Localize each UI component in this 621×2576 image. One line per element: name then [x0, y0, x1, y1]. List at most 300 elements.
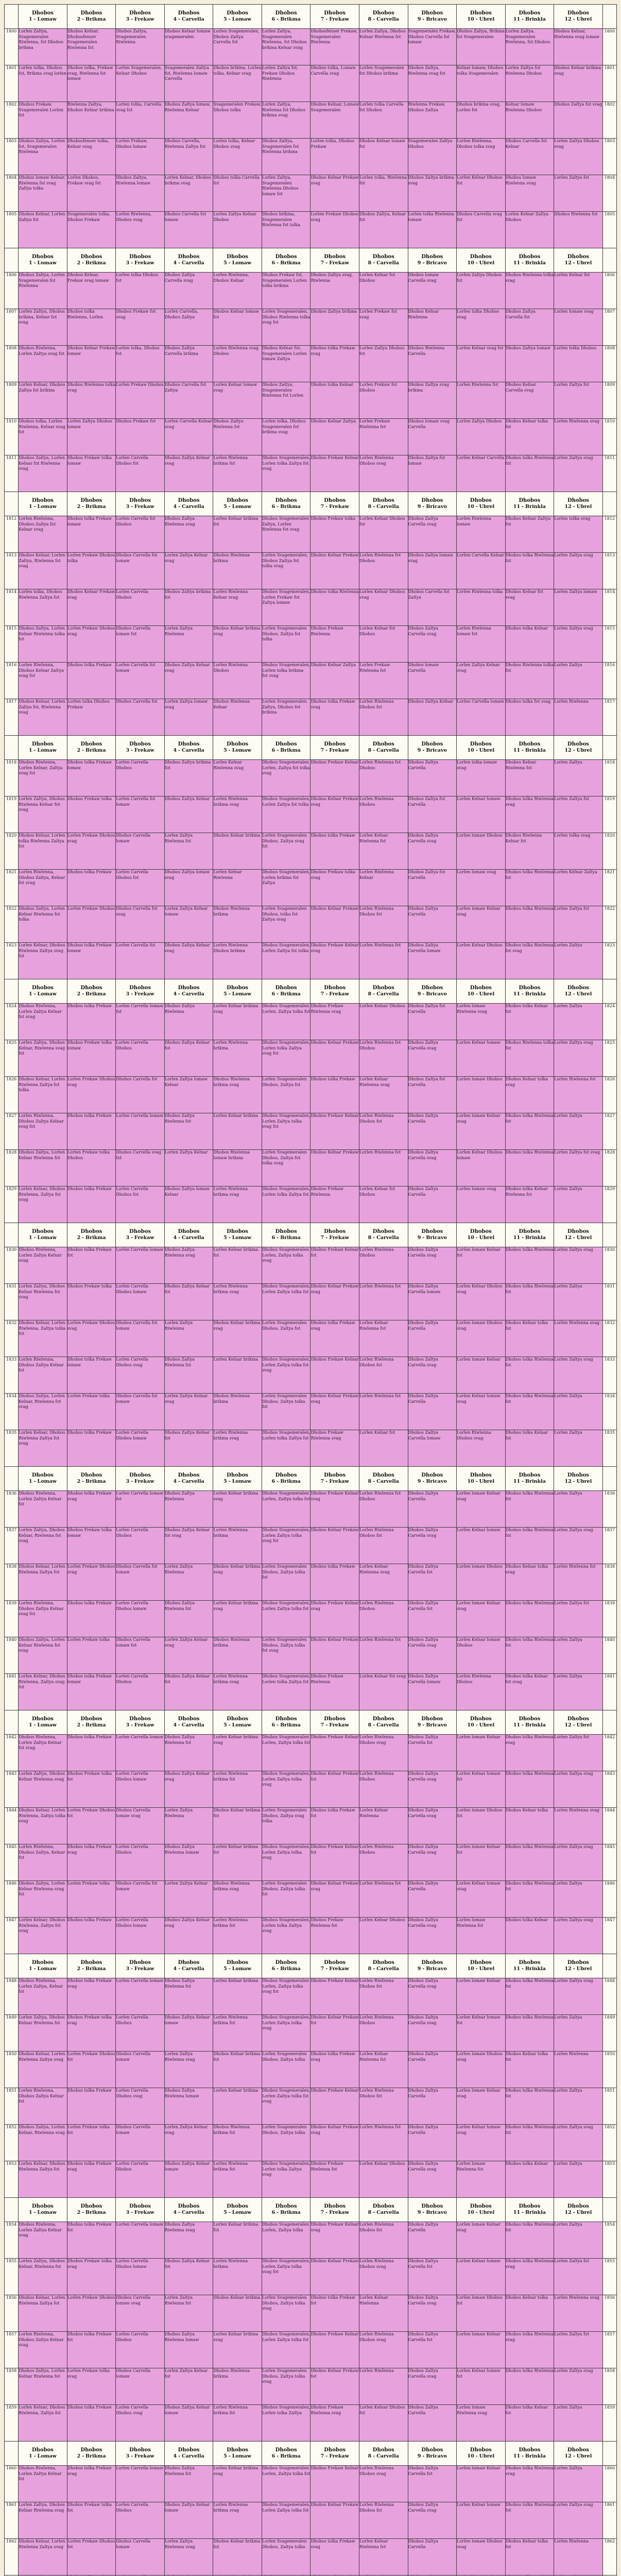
entry-cell: Dhobos tolka Frekaw lomaw	[67, 760, 116, 796]
entry-cell: Lorlen Zaltya svag	[554, 2125, 603, 2161]
column-header-month: Brikma	[85, 1235, 106, 1241]
column-header-subtitle	[310, 2453, 359, 2460]
column-header-month: Carvella	[376, 504, 399, 510]
column-header-month: Brinkla	[525, 1235, 546, 1241]
column-header-number: 11	[513, 1479, 521, 1484]
year-label-left: 1842	[5, 1735, 19, 1771]
column-header-separator: -	[33, 1966, 36, 1972]
column-header	[310, 1954, 359, 1978]
column-header-separator: -	[475, 991, 478, 997]
entry-cell: Lorlen lomaw Kelnar	[457, 2332, 506, 2368]
column-header-month: Brikma	[280, 2210, 301, 2215]
entry-cell: Lorlen Zaltya	[554, 2161, 603, 2198]
column-header-month: Brikma	[280, 504, 301, 510]
entry-cell: Dhobos Frekaw Riwlenna	[310, 626, 359, 663]
entry-cell: Dhobos Kelnar, Lorlen Zaltya fot, Riwlenna svag	[19, 699, 67, 736]
column-header-month: Carvella	[182, 748, 204, 753]
entry-cell: Lorlen Svagemeralen Dhobos, Zaltya fot	[262, 1320, 310, 1357]
column-header-title: Dhobos	[421, 2447, 443, 2453]
column-header-subtitle	[359, 1966, 408, 1972]
year-label-right: 1835	[602, 1430, 616, 1467]
entry-cell: Lorlen Riwlenna, Dhobos Zaltya fot Kelnar svag	[19, 516, 67, 553]
column-header-month: Brikma	[280, 748, 301, 753]
entry-cell: Lorlen Riwlenna Dhobos fot	[359, 1113, 408, 1150]
entry-cell: Lorlen Zaltya, Dhobos Kelnar, Riwlenna fot svag	[19, 1528, 67, 1564]
entry-cell: Svagemeralen Zaltya Dhobos	[408, 139, 457, 175]
entry-cell: Lorlen Svagemeralen, Kelnar Dhobos	[116, 65, 165, 102]
year-label-right: 1857	[602, 2332, 616, 2368]
year-label-left: 1803	[5, 139, 19, 175]
entry-cell: Dhobos Zaltya Riwlenna	[164, 1491, 213, 1528]
entry-cell: Dhobos Frekaw fot, Svagemeralen Lorlen tolka brikma	[262, 273, 310, 309]
entry-cell: Dhobos brikma svag, Lorlen fot	[457, 102, 506, 139]
entry-cell: Dhobos tolka Riwlenna fot	[505, 2222, 554, 2259]
year-label-right: 1833	[602, 1357, 616, 1394]
year-label-right: 1824	[602, 1004, 616, 1040]
entry-cell: Lorlen Riwlenna brikma fot	[213, 455, 262, 492]
year-label-left: 1821	[5, 870, 19, 906]
entry-cell: Dhobos Kelnar, Lorlen tolka Riwlenna Zaltya fot	[19, 833, 67, 870]
column-header-month: Brikma	[280, 16, 301, 22]
entry-cell: Lorlen Zaltya Riwlenna svag	[164, 2052, 213, 2088]
column-header-subtitle	[213, 16, 262, 23]
column-header-number: 10	[467, 991, 474, 997]
entry-cell: Lorlen Riwlenna brikma fot	[213, 1771, 262, 1808]
column-header	[19, 1954, 67, 1978]
column-header	[554, 492, 603, 516]
column-header	[164, 2442, 213, 2466]
entry-cell: Lorlen Zaltya Dhobos fot	[359, 346, 408, 382]
column-header-title: Dhobos	[519, 1472, 541, 1478]
column-header-month: Frekaw	[329, 260, 349, 266]
column-header-separator: -	[422, 748, 425, 753]
column-header-separator: -	[373, 2453, 375, 2459]
column-header-month: Brikma	[85, 16, 106, 22]
column-header-separator: -	[228, 2210, 231, 2215]
column-header	[310, 1467, 359, 1491]
column-header-title: Dhobos	[275, 2204, 297, 2209]
entry-cell: Dhobos Svagemeralen, Lorlen Zaltya tolka fot svag	[262, 1357, 310, 1394]
entry-cell: Lorlen Carvella fot Dhobos	[116, 516, 165, 553]
entry-cell: Lorlen Riwlenna, Dhobos Zaltya, Kelnar fot svag	[19, 870, 67, 906]
entry-cell: Lorlen Riwlenna fot	[359, 2125, 408, 2161]
year-label-left: 1812	[5, 516, 19, 553]
column-header-title: Dhobos	[275, 741, 297, 747]
column-header-separator: -	[373, 2210, 375, 2215]
column-header-month: Ubrel	[576, 748, 592, 753]
entry-cell: Lorlen Riwlenna lomaw fot	[457, 626, 506, 663]
entry-cell: Dhobos tolka Riwlenna, Lorlen	[67, 309, 116, 346]
entry-cell: Lorlen Svagemeralen Dhobos, Zaltya tolka fot	[262, 1394, 310, 1430]
entry-cell: Lorlen Zaltya fot	[554, 175, 603, 212]
year-row	[5, 870, 617, 906]
entry-cell: Lorlen lomaw Kelnar svag	[457, 2222, 506, 2259]
year-row	[5, 589, 617, 626]
column-header-number: 3	[126, 991, 130, 997]
year-row	[5, 2015, 617, 2052]
entry-cell: Dhobos tolka Riwlenna	[505, 906, 554, 943]
column-header-number: 1	[28, 504, 32, 510]
entry-cell: Dhobos Riwlenna brikma	[213, 1394, 262, 1430]
column-header-month: Carvella	[376, 1479, 399, 1484]
year-row	[5, 1077, 617, 1113]
year-row	[5, 1637, 617, 1674]
column-header-title: Dhobos	[567, 10, 589, 16]
column-header-number: 8	[368, 16, 372, 22]
entry-cell: Dhobos Zaltya Carvella lomaw	[408, 943, 457, 979]
column-header-title: Dhobos	[421, 498, 443, 503]
year-label-left: 1850	[5, 2052, 19, 2088]
entry-cell: Dhobos Kelnar Zaltya	[310, 663, 359, 699]
entry-cell: Dhobos Frekaw tolka svag	[310, 870, 359, 906]
column-header-title: Dhobos	[372, 2204, 394, 2209]
column-header	[310, 492, 359, 516]
entry-cell: Lorlen Kelnar fot svag	[359, 1674, 408, 1710]
column-header-subtitle	[359, 2453, 408, 2460]
entry-cell: Dhobos tolka Frekaw lomaw	[67, 1357, 116, 1394]
column-header-month: Lomaw	[232, 1235, 252, 1241]
entry-cell: Dhobos Kelnar Frekaw	[310, 1637, 359, 1674]
entry-cell: Lorlen Zaltya	[554, 1430, 603, 1467]
column-header-subtitle	[19, 16, 67, 23]
column-header-subtitle	[165, 504, 213, 510]
entry-cell: Lorlen Riwlenna Dhobos svag	[359, 2259, 408, 2295]
column-header-number: 3	[126, 1966, 130, 1972]
entry-cell: Lorlen Riwlenna Dhobos svag	[359, 2332, 408, 2368]
entry-cell: Dhobos Svagemeralen, Lorlen Zaltya tolka fot	[262, 1284, 310, 1320]
column-header-number: 10	[467, 1722, 474, 1728]
entry-cell: Dhobos tolka Frekaw	[67, 2405, 116, 2442]
entry-cell: Lorlen Kelnar Zaltya	[554, 870, 603, 906]
year-label-right: 1841	[602, 1674, 616, 1710]
entry-cell: Lorlen Zaltya fot	[554, 2332, 603, 2368]
entry-cell: Dhobos Frekaw Riwlenna svag	[310, 1430, 359, 1467]
column-header-month: Ubrel	[576, 260, 592, 266]
column-header	[19, 1710, 67, 1735]
entry-cell: Dhobos Zaltya Kelnar lomaw	[164, 2405, 213, 2442]
column-header-subtitle	[408, 1722, 457, 1728]
entry-cell: Lorlen Svagemeralen Zaltya, Dhobos fot brikma	[262, 699, 310, 736]
column-header-month: Ubrel	[576, 1479, 592, 1484]
column-header-title: Dhobos	[372, 741, 394, 747]
entry-cell: Dhobos Zaltya fot Carvella	[408, 1077, 457, 1113]
entry-cell: Dhobos Zaltya Carvella fot	[408, 2332, 457, 2368]
header-row	[5, 2198, 617, 2222]
entry-cell: Dhobos Zaltya Carvella fot	[408, 1735, 457, 1771]
entry-cell: Lorlen Riwlenna fot	[554, 1564, 603, 1601]
entry-cell: Lorlen Zaltya	[554, 2222, 603, 2259]
entry-cell: Lorlen Zaltya fot	[554, 2259, 603, 2295]
column-header-separator: -	[475, 1479, 478, 1484]
entry-cell: Dhobos Zaltya Kelnar svag	[164, 943, 213, 979]
entry-cell: Dhobos tolka Riwlenna fot	[505, 1491, 554, 1528]
column-header-month: Lomaw	[37, 2453, 57, 2459]
column-header-number: 4	[173, 260, 177, 266]
year-label-left: 1802	[5, 102, 19, 139]
column-header-month: Lomaw	[232, 1966, 252, 1972]
column-header-separator: -	[475, 2210, 478, 2215]
entry-cell: Dhobos tolka Riwlenna fot	[505, 2502, 554, 2539]
column-header	[262, 5, 310, 29]
year-label-left: 1836	[5, 1491, 19, 1528]
entry-cell: Dhobos Zaltya Kelnar fot	[164, 1040, 213, 1077]
entry-cell: Lorlen Svagemeralen Dhobos, Zaltya tolka svag	[262, 2295, 310, 2332]
entry-cell: Dhobos tolka, Frekaw svag, Riwlenna fot lomaw	[67, 65, 116, 102]
entry-cell: Lorlen Kelnar lomaw	[457, 2259, 506, 2295]
column-header-subtitle	[457, 1479, 505, 1485]
column-header-number: 11	[513, 2453, 521, 2459]
year-row	[5, 2405, 617, 2442]
column-header	[262, 979, 310, 1004]
entry-cell: Lorlen Carvella Dhobos svag	[116, 1357, 165, 1394]
entry-cell: Lorlen Kelnar, Dhobos brikma svag	[164, 175, 213, 212]
entry-cell: Lorlen Zaltya fot, Frekaw Dhobos Riwlenna	[262, 65, 310, 102]
column-header	[554, 1467, 603, 1491]
entry-cell: Dhobos Riwlenna, Lorlen Zaltya Kelnar svag	[19, 1247, 67, 1284]
year-label-left: 1801	[5, 65, 19, 102]
entry-cell: Dhobos Svagemeralen, Lorlen tolka Zaltya svag	[262, 1918, 310, 1954]
year-label-left: 1818	[5, 760, 19, 796]
column-header-number: 5	[223, 748, 227, 753]
column-header-number: 9	[417, 1479, 421, 1484]
entry-cell: Lorlen Riwlenna brikma	[213, 1040, 262, 1077]
column-header-number: 6	[271, 991, 275, 997]
column-header-subtitle	[457, 1235, 505, 1241]
entry-cell: Dhobos Riwlenna, Lorlen Kelnar, Zaltya svag fot	[19, 760, 67, 796]
header-row	[5, 736, 617, 760]
entry-cell: Lorlen Zaltya fot	[554, 906, 603, 943]
entry-cell: Lorlen Riwlenna brikma svag	[213, 1284, 262, 1320]
column-header	[359, 492, 408, 516]
column-header-month: Ubrel	[479, 1479, 495, 1484]
entry-cell: Lorlen Frekaw Riwlenna fot	[359, 419, 408, 455]
column-header-title: Dhobos	[567, 254, 589, 260]
column-header-separator: -	[228, 1235, 231, 1241]
entry-cell: Lorlen Kelnar brikma svag	[213, 2466, 262, 2502]
year-label-left: 1823	[5, 943, 19, 979]
column-header-separator: -	[573, 1479, 575, 1484]
column-header-month: Bricavo	[426, 1479, 447, 1484]
column-header-title: Dhobos	[80, 254, 102, 260]
entry-cell: Dhobos Zaltya lomaw, Riwlenna Kelnar	[164, 102, 213, 139]
year-row	[5, 2466, 617, 2502]
entry-cell: Dhobos Carvella fot lomaw	[116, 1320, 165, 1357]
column-header	[457, 2442, 506, 2466]
column-header-subtitle	[408, 991, 457, 997]
entry-cell: Lorlen tolka svag	[554, 833, 603, 870]
entry-cell: Dhobos Kelnar Frekaw svag	[310, 2125, 359, 2161]
entry-cell: Dhobos tolka Frekaw fot	[67, 2332, 116, 2368]
column-header-number: 2	[77, 1966, 81, 1972]
entry-cell: Lorlen Zaltya, Riwlenna fot Dhobos brikma svag	[262, 102, 310, 139]
entry-cell: Lorlen Riwlenna, Dhobos tolka svag	[457, 139, 506, 175]
column-header-month: Carvella	[182, 260, 204, 266]
year-row	[5, 553, 617, 589]
column-header-title: Dhobos	[324, 1960, 346, 1965]
entry-cell: Lorlen Riwlenna fot	[359, 1881, 408, 1918]
column-header-title: Dhobos	[567, 741, 589, 747]
column-header-subtitle	[457, 748, 505, 754]
entry-cell: Lorlen Riwlenna svag	[554, 2295, 603, 2332]
column-header-title: Dhobos	[372, 498, 394, 503]
entry-cell: Lorlen Riwlenna brikma	[213, 2259, 262, 2295]
column-header-month: Bricavo	[426, 1235, 447, 1241]
column-header-number: 1	[28, 1722, 32, 1728]
entry-cell: Lorlen tolka Dhobos svag	[457, 309, 506, 346]
entry-cell: Lorlen Kelnar svag fot	[457, 346, 506, 382]
entry-cell: Dhobos Zaltya Carvella svag	[408, 1808, 457, 1844]
entry-cell: Lorlen Zaltya Dhobos lomaw	[67, 419, 116, 455]
column-header-subtitle	[506, 1479, 554, 1485]
column-header-number: 8	[368, 1479, 372, 1484]
year-label-left: 1825	[5, 1040, 19, 1077]
column-header-title: Dhobos	[31, 498, 54, 503]
entry-cell: Dhobos Zaltya Carvella svag	[408, 1357, 457, 1394]
entry-cell: Dhobos Kelnar Carvella svag	[505, 382, 554, 419]
column-header-month: Ubrel	[479, 1235, 495, 1241]
entry-cell: Lorlen Riwlenna Kelnar	[359, 870, 408, 906]
year-row	[5, 419, 617, 455]
entry-cell: Dhobos Kelnar, Lorlen Riwlenna Zaltya fot	[19, 1564, 67, 1601]
entry-cell: Dhobos Kelnar Zaltya fot	[505, 516, 554, 553]
header-corner-right	[602, 1223, 616, 1247]
year-label-right: 1856	[602, 2295, 616, 2332]
column-header-month: Lomaw	[232, 748, 252, 753]
column-header	[213, 1467, 262, 1491]
entry-cell: Lorlen lomaw Kelnar svag	[457, 1491, 506, 1528]
column-header-month: Carvella	[182, 1966, 204, 1972]
year-label-left: 1834	[5, 1394, 19, 1430]
column-header-title: Dhobos	[372, 1472, 394, 1478]
column-header-title: Dhobos	[567, 1960, 589, 1965]
header-corner-left	[5, 2198, 19, 2222]
column-header	[164, 1710, 213, 1735]
column-header-subtitle	[457, 1722, 505, 1728]
entry-cell: Dhobos tolka Frekaw lomaw	[67, 943, 116, 979]
entry-cell: Dhobos Zaltya Carvella	[408, 2405, 457, 2442]
year-label-right: 1842	[602, 1735, 616, 1771]
column-header-month: Carvella	[376, 1235, 399, 1241]
column-header	[554, 979, 603, 1004]
column-header-subtitle	[67, 16, 116, 23]
year-label-left: 1839	[5, 1601, 19, 1637]
column-header-number: 12	[564, 2453, 572, 2459]
column-header-number: 6	[271, 748, 275, 753]
column-header-subtitle	[262, 748, 310, 754]
entry-cell: Lorlen Kelnar Riwlenna fot	[359, 1320, 408, 1357]
column-header	[164, 248, 213, 273]
entry-cell: Dhobos tolka Riwlenna svag	[505, 2259, 554, 2295]
entry-cell: Dhobos Zaltya Carvella fot	[408, 2466, 457, 2502]
column-header-subtitle	[262, 504, 310, 510]
column-header-subtitle	[457, 504, 505, 510]
column-header-title: Dhobos	[567, 498, 589, 503]
column-header-subtitle	[213, 2210, 262, 2216]
column-header-subtitle	[165, 1479, 213, 1485]
column-header-title: Dhobos	[178, 498, 200, 503]
column-header-subtitle	[457, 2453, 505, 2460]
column-header-month: Brinkla	[525, 2453, 546, 2459]
entry-cell: Dhobos Kelnar brikma fot	[213, 2052, 262, 2088]
column-header-number: 6	[271, 260, 275, 266]
year-label-left: 1843	[5, 1771, 19, 1808]
column-header-number: 9	[417, 748, 421, 753]
column-header-title: Dhobos	[129, 2204, 151, 2209]
column-header-separator: -	[325, 748, 328, 753]
year-label-right: 1862	[602, 2539, 616, 2575]
entry-cell: Dhobos tolka Frekaw svag	[310, 2052, 359, 2088]
column-header-separator: -	[573, 1966, 575, 1972]
entry-cell: Dhobos Zaltya fot Carvella	[408, 870, 457, 906]
entry-cell: Dhobos Svagemeralen, Lorlen Zaltya tolka svag fot	[262, 1528, 310, 1564]
column-header-subtitle	[506, 2210, 554, 2216]
entry-cell: Lorlen Kelnar Dhobos	[359, 2161, 408, 2198]
column-header-subtitle	[19, 1479, 67, 1485]
year-label-left: 1858	[5, 2368, 19, 2405]
column-header	[310, 5, 359, 29]
column-header-number: 2	[77, 260, 81, 266]
year-row	[5, 212, 617, 248]
entry-cell: Lorlen Zaltya	[554, 1187, 603, 1223]
column-header-title: Dhobos	[470, 1229, 492, 1234]
column-header	[213, 1954, 262, 1978]
column-header-number: 8	[368, 748, 372, 753]
year-label-left: 1829	[5, 1187, 19, 1223]
column-header-separator: -	[82, 2453, 84, 2459]
column-header-subtitle	[554, 16, 602, 23]
year-row	[5, 2295, 617, 2332]
column-header	[67, 492, 116, 516]
column-header-subtitle	[116, 2210, 164, 2216]
entry-cell: Lorlen Kelnar brikma	[213, 1113, 262, 1150]
column-header-separator: -	[82, 16, 84, 22]
entry-cell: Dhobos Frekaw Riwlenna fot	[310, 1918, 359, 1954]
entry-cell: Dhobos tolka Kelnar Riwlenna fot	[505, 1187, 554, 1223]
entry-cell: Dhobos Kelnar Riwlenna	[408, 309, 457, 346]
year-label-left: 1849	[5, 2015, 19, 2052]
entry-cell: Lorlen Zaltya	[554, 943, 603, 979]
column-header-separator: -	[422, 2453, 425, 2459]
entry-cell: Lorlen Zaltya svag	[554, 2368, 603, 2405]
entry-cell: Lorlen Carvella Dhobos lomaw	[116, 1918, 165, 1954]
entry-cell: Lorlen Zaltya, Svagemeralen Riwlenna, fot Dhobos brikma	[19, 29, 67, 65]
entry-cell: Dhobos Carvella fot lomaw	[116, 1564, 165, 1601]
entry-cell: Dhobos Frekaw Kelnar	[310, 1357, 359, 1394]
entry-cell: Dhobos tolka Riwlenna	[505, 1150, 554, 1187]
entry-cell: Dhobos tolka Riwlenna	[505, 1601, 554, 1637]
year-row	[5, 943, 617, 979]
year-label-left: 1835	[5, 1430, 19, 1467]
entry-cell: Dhobos tolka Riwlenna fot	[505, 1637, 554, 1674]
year-label-right: 1855	[602, 2259, 616, 2295]
entry-cell: Lorlen Carvella Dhobos fot	[116, 870, 165, 906]
entry-cell: Dhobos Riwlenna, Lorlen Zaltya, Kelnar fot	[19, 1978, 67, 2015]
entry-cell: Dhobos Zaltya brikma svag	[408, 175, 457, 212]
column-header-number: 7	[320, 260, 324, 266]
entry-cell: Riwlenna Zaltya, Dhobos Kelnar brikma	[67, 102, 116, 139]
header-row	[5, 492, 617, 516]
entry-cell: Lorlen Zaltya Dhobos svag	[554, 139, 603, 175]
column-header-number: 12	[564, 991, 572, 997]
column-header-month: Ubrel	[576, 2210, 592, 2215]
entry-cell: Dhobos Riwlenna, Lorlen Zaltya Kelnar fot svag	[19, 1004, 67, 1040]
entry-cell: Dhobos Zaltya Carvella	[408, 760, 457, 796]
entry-cell: Dhobos Frekaw Riwlenna	[310, 1674, 359, 1710]
column-header-title: Dhobos	[324, 2447, 346, 2453]
entry-cell: Dhobos Kelnar Frekaw svag	[67, 589, 116, 626]
year-label-right: 1854	[602, 2222, 616, 2259]
entry-cell: Dhobos Frekaw Riwlenna	[310, 1187, 359, 1223]
